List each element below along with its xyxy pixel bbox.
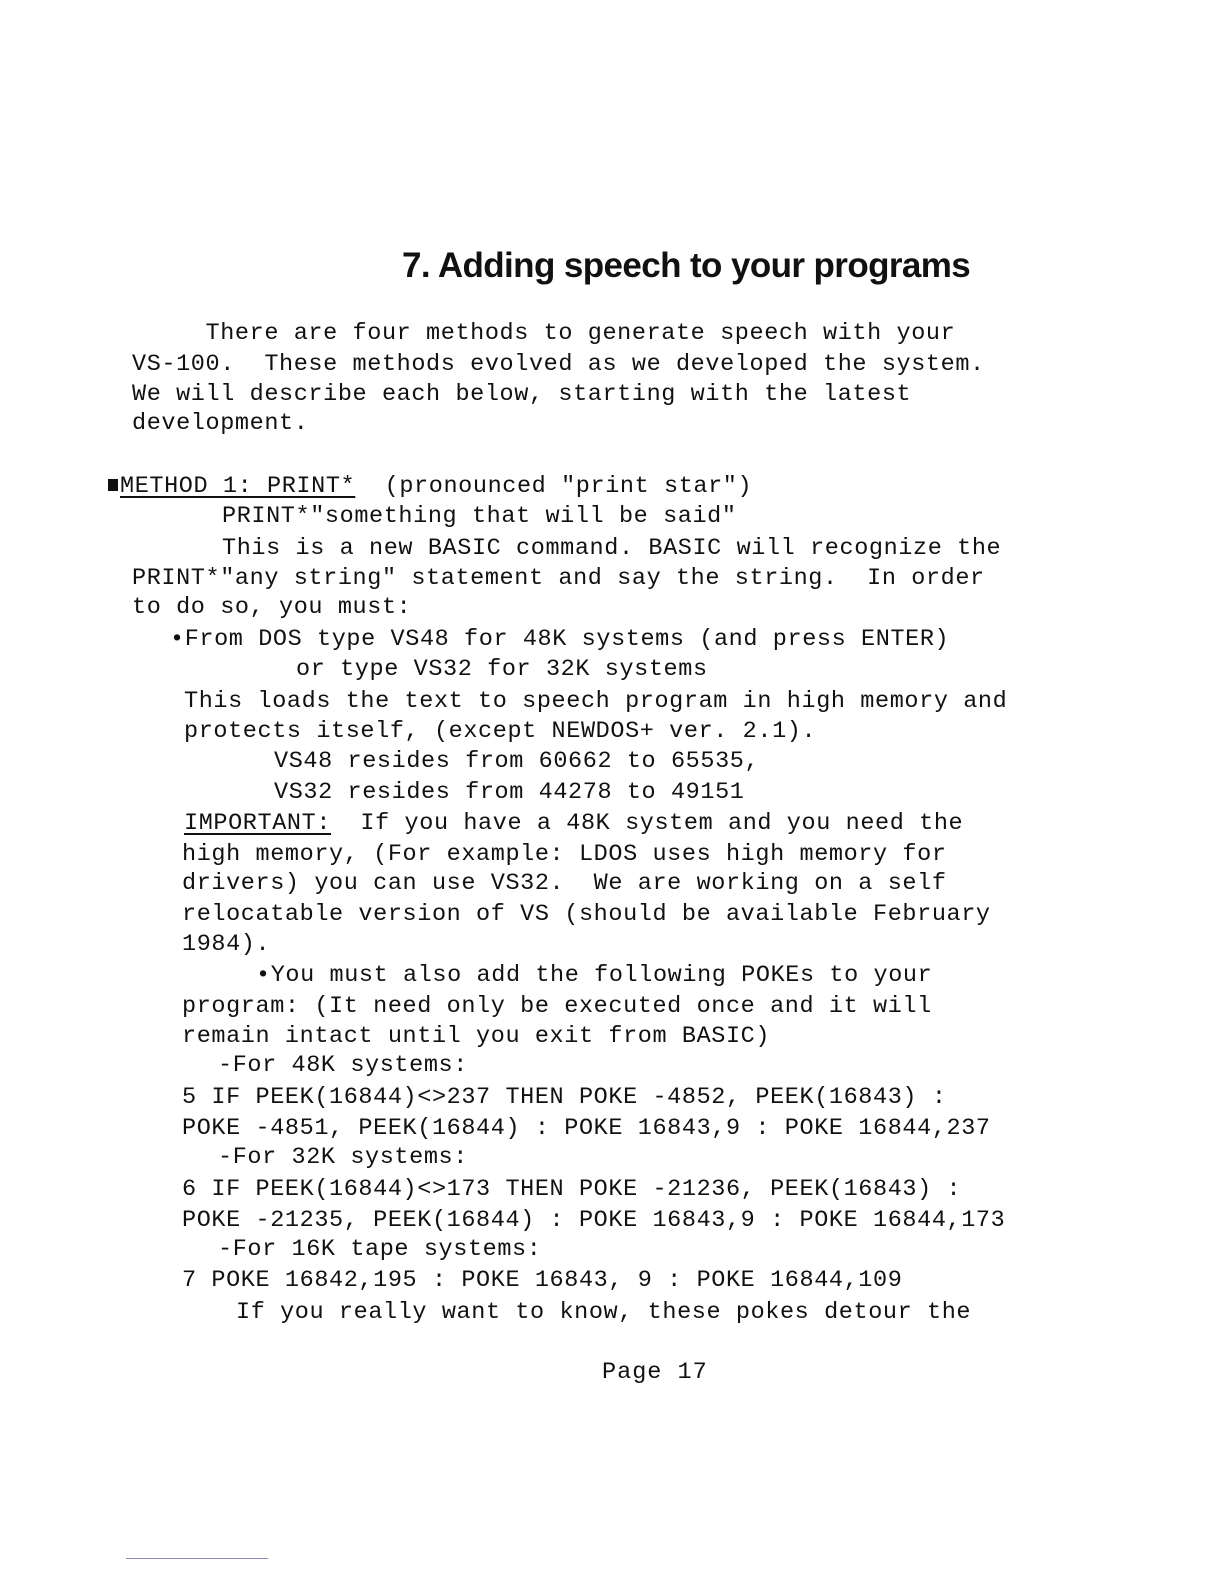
body-line-16: program: (It need only be executed once and it will (182, 993, 932, 1020)
body-line-11: high memory, (For example: LDOS uses high memory for (182, 841, 947, 868)
body-line-24: -For 16K tape systems: (218, 1236, 542, 1263)
body-line-21: -For 32K systems: (218, 1144, 468, 1171)
body-line-5: or type VS32 for 32K systems (296, 656, 708, 683)
code-line-7: 7 POKE 16842,195 : POKE 16843, 9 : POKE 16844,109 (182, 1267, 903, 1294)
body-line-15: •You must also add the following POKEs to your (256, 962, 933, 989)
method1-heading-line (108, 472, 752, 502)
body-line-7: protects itself, (except NEWDOS+ ver. 2.1). (184, 718, 817, 745)
important-text: If you have a 48K system and you need the (331, 810, 964, 837)
body-line-12: drivers) you can use VS32. We are working on a self (182, 870, 947, 897)
body-line-9: VS32 resides from 44278 to 49151 (274, 779, 745, 806)
code-line-5b: POKE -4851, PEEK(16844) : POKE 16843,9 : POKE 16844,237 (182, 1115, 991, 1142)
body-line-1: This is a new BASIC command. BASIC will recognize the (222, 535, 1002, 562)
square-bullet-icon (108, 479, 118, 491)
method1-heading-suffix: (pronounced "print star") (355, 473, 753, 500)
code-line-6a: 6 IF PEEK(16844)<>173 THEN POKE -21236, PEEK(16843) : (182, 1176, 962, 1203)
method1-heading: METHOD 1: PRINT* (120, 473, 356, 500)
page-number: Page 17 (602, 1359, 708, 1386)
body-line-6: This loads the text to speech program in high memory and (184, 688, 1008, 715)
footer-rule (126, 1558, 268, 1559)
body-line-4: •From DOS type VS48 for 48K systems (and press ENTER) (170, 626, 950, 653)
body-line-2: PRINT*"any string" statement and say the string. In order (132, 565, 985, 592)
body-line-13: relocatable version of VS (should be available February (182, 901, 991, 928)
important-line (184, 809, 963, 839)
important-label: IMPORTANT: (184, 810, 332, 837)
intro-line-2: VS-100. These methods evolved as we developed the system. (132, 351, 985, 378)
code-line-5a: 5 IF PEEK(16844)<>237 THEN POKE -4852, PEEK(16843) : (182, 1084, 947, 1111)
code-line-6b: POKE -21235, PEEK(16844) : POKE 16843,9 : POKE 16844,173 (182, 1207, 1006, 1234)
method1-syntax: PRINT*"something that will be said" (222, 503, 737, 530)
body-line-18: -For 48K systems: (218, 1052, 468, 1079)
intro-line-3: We will describe each below, starting with the latest (132, 381, 912, 408)
body-line-8: VS48 resides from 60662 to 65535, (274, 748, 760, 775)
body-line-14: 1984). (182, 931, 271, 958)
body-line-17: remain intact until you exit from BASIC) (182, 1023, 771, 1050)
body-line-26: If you really want to know, these pokes detour the (236, 1299, 972, 1326)
section-title: 7. Adding speech to your programs (402, 246, 971, 285)
intro-line-1: There are four methods to generate speech with your (132, 320, 956, 347)
body-line-3: to do so, you must: (132, 594, 412, 621)
intro-line-4: development. (132, 410, 309, 437)
